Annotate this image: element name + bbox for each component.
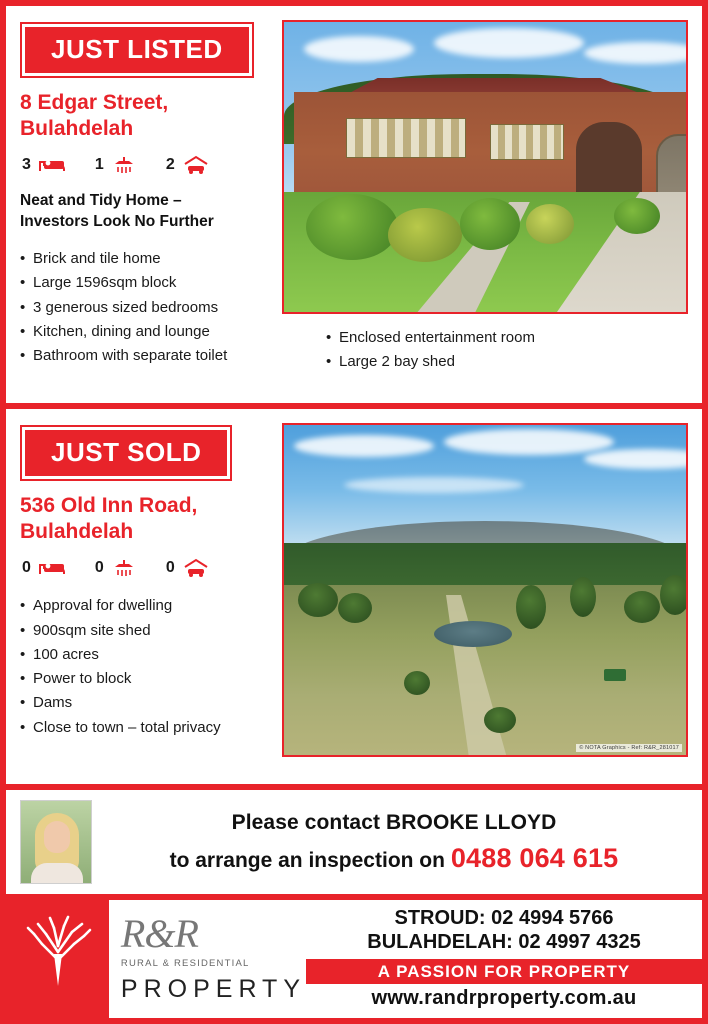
contact-line-2 [104, 843, 684, 874]
property-photo-house [282, 20, 688, 314]
website-url[interactable]: www.randrproperty.com.au [371, 986, 637, 1009]
headline-line-1: Neat and Tidy Home – [20, 192, 182, 210]
bedrooms-count: 3 [22, 156, 31, 174]
bathrooms-count: 1 [94, 156, 104, 174]
status-badge-just-listed: JUST LISTED [22, 24, 252, 76]
headline-line-2: Investors Look No Further [20, 213, 214, 231]
listing-details-column [20, 20, 268, 375]
list-item: • Kitchen, dining and lounge [20, 320, 268, 344]
shower-icon [112, 156, 136, 174]
list-item: • 3 generous sized bedrooms [20, 296, 268, 320]
list-item: • Power to block [20, 667, 268, 691]
car-icon [183, 155, 209, 175]
list-item: • Enclosed entertainment room [326, 326, 688, 350]
bathrooms-count: 0 [94, 559, 104, 577]
listing-headline [20, 191, 268, 233]
car-icon [183, 558, 209, 578]
feature-list [20, 247, 268, 368]
property-photo-acreage [282, 423, 688, 757]
logo-subtitle: RURAL & RESIDENTIAL [120, 958, 250, 969]
property-specs [20, 155, 268, 175]
tree-icon [6, 900, 109, 1018]
contact-line-1: Please contact BROOKE LLOYD [231, 810, 557, 834]
list-item: • Dams [20, 691, 268, 715]
contact-strip [6, 790, 702, 894]
contact-inspection-text: to arrange an inspection on [169, 848, 445, 872]
listing-card-just-listed [6, 6, 702, 403]
branch-stroud: STROUD: 02 4994 5766 [394, 907, 614, 929]
listing-card-just-sold [6, 409, 702, 784]
spec-carspaces [166, 155, 209, 175]
spec-bedrooms [22, 559, 65, 577]
feature-list [20, 594, 268, 740]
address-line-2: Bulahdelah [20, 116, 134, 140]
bed-icon [39, 560, 65, 576]
shower-icon [112, 559, 136, 577]
logo-monogram: R&R [120, 911, 198, 956]
spec-bedrooms [22, 156, 65, 174]
listing-photo-column [282, 423, 688, 757]
address-line-2: Bulahdelah [20, 519, 134, 543]
list-item: • Bathroom with separate toilet [20, 344, 268, 368]
list-item: • Brick and tile home [20, 247, 268, 271]
address-line-1: 536 Old Inn Road, [20, 494, 198, 517]
list-item: • Close to town – total privacy [20, 716, 268, 740]
bedrooms-count: 0 [22, 559, 31, 577]
property-specs [20, 558, 268, 578]
address-line-1: 8 Edgar Street, [20, 91, 169, 114]
carspaces-count: 0 [165, 559, 175, 577]
company-logo [6, 900, 306, 1018]
carspaces-count: 2 [165, 156, 175, 174]
logo-wordmark: PROPERTY [120, 975, 306, 1003]
phone-number[interactable]: 0488 064 615 [450, 842, 619, 873]
branch-bulahdelah: BULAHDELAH: 02 4997 4325 [367, 931, 641, 954]
status-badge-just-sold: JUST SOLD [22, 427, 230, 479]
property-address [20, 90, 268, 141]
spec-carspaces [166, 558, 209, 578]
bed-icon [39, 157, 65, 173]
spec-bathrooms [95, 156, 136, 174]
list-item: • 100 acres [20, 643, 268, 667]
list-item: • Approval for dwelling [20, 594, 268, 618]
list-item: • Large 2 bay shed [326, 350, 688, 374]
footer-contacts [306, 900, 702, 1018]
contact-message [104, 811, 684, 874]
photo-credit: © NOTA Graphics - Ref: R&R_281017 [576, 744, 682, 752]
list-item: • Large 1596sqm block [20, 271, 268, 295]
listing-details-column [20, 423, 268, 757]
spec-bathrooms [95, 559, 136, 577]
footer-bar [6, 900, 702, 1018]
property-address [20, 493, 268, 544]
avatar [20, 800, 92, 884]
listing-photo-column [282, 20, 688, 375]
tagline-bar: A PASSION FOR PROPERTY [306, 959, 702, 984]
feature-list-secondary [282, 326, 688, 375]
list-item: • 900sqm site shed [20, 619, 268, 643]
